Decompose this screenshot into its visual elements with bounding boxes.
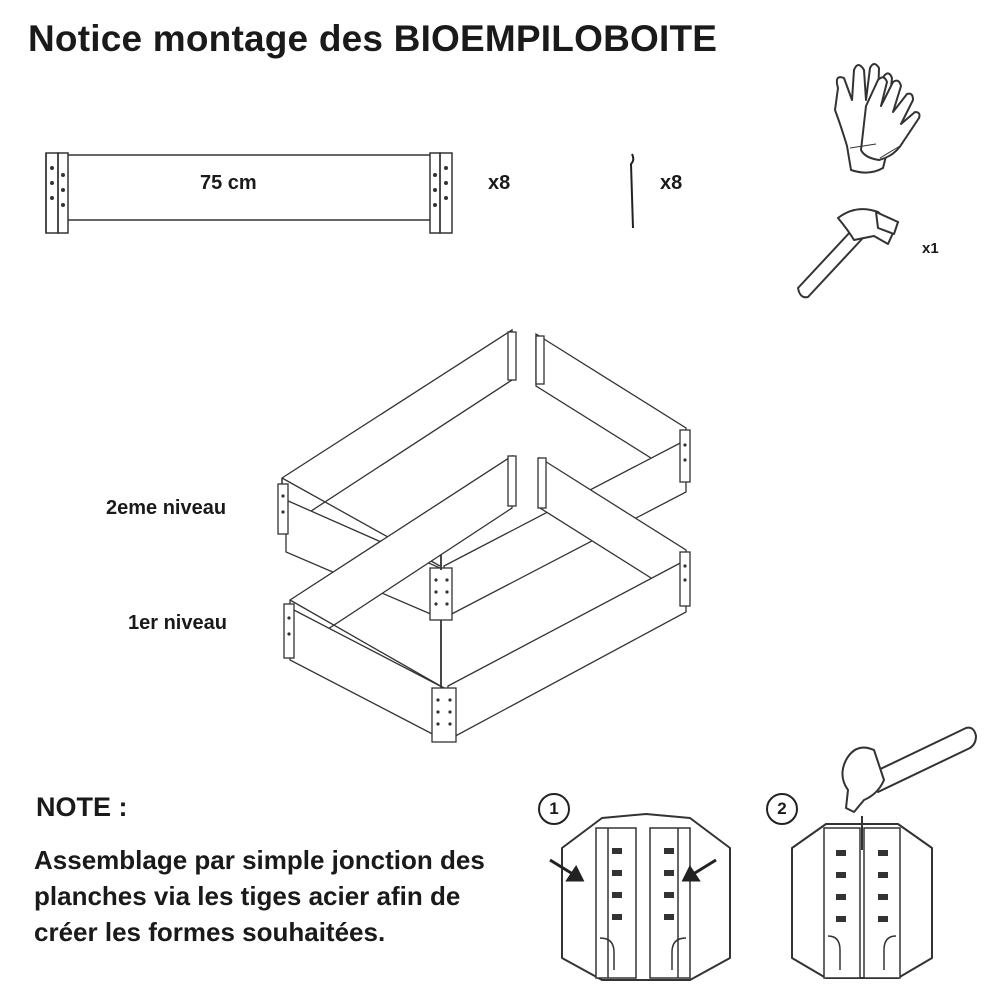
board-length-label: 75 cm — [200, 172, 257, 194]
step-1-badge: 1 — [538, 793, 570, 825]
step-2-detail — [780, 720, 990, 1000]
note-title: NOTE : — [36, 792, 128, 822]
gloves-icon — [820, 48, 950, 178]
step-2-badge: 2 — [766, 793, 798, 825]
step-1-detail — [548, 808, 748, 988]
first-level-frame — [284, 456, 690, 742]
board-quantity-label: x8 — [488, 172, 511, 194]
rod-quantity-label: x8 — [660, 172, 683, 194]
hammer-icon — [790, 200, 910, 300]
hammer-quantity-label: x1 — [922, 240, 939, 257]
note-text: Assemblage par simple jonction des planches via les tiges acier afin de créer les formes souhaitées. — [34, 845, 485, 947]
step-2-hammer — [842, 728, 976, 812]
second-level-label: 2eme niveau — [106, 497, 227, 519]
page-title: Notice montage des BIOEMPILOBOITE — [28, 18, 718, 59]
first-level-label: 1er niveau — [128, 612, 227, 634]
rod-icon — [631, 154, 633, 228]
second-level-frame — [278, 330, 690, 620]
